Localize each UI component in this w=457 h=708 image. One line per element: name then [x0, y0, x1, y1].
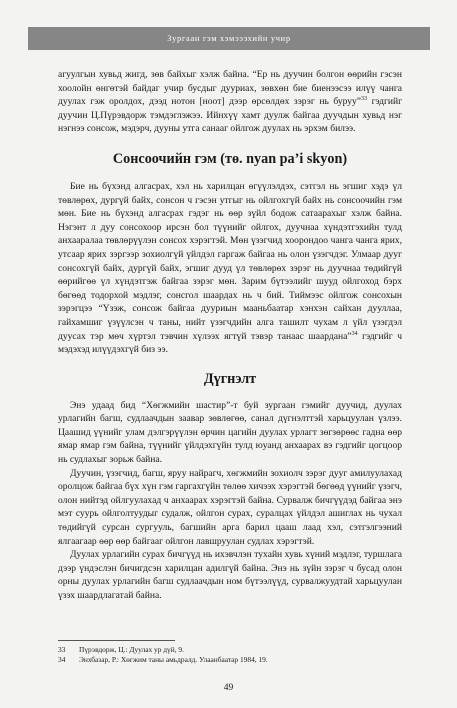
footnote-item: [58, 655, 402, 665]
footnote-divider: [58, 640, 175, 641]
footnote-ref[interactable]: 34: [351, 330, 358, 337]
running-header-title: Зургаан гэм хэмэээхийн учир: [167, 34, 291, 43]
footnote-number: 34: [58, 655, 66, 665]
body-paragraph: [58, 68, 402, 136]
footnote-item: [58, 645, 402, 655]
section-heading-conclusion: Дүгнэлт: [203, 370, 257, 387]
running-header: [28, 27, 430, 50]
paragraph-text: Бие нь бүхэнд алгасрах, хэл нь харилцан өгүүлэлдэх, сэтгэл нь эгшиг хэдэ үл төвлөрөх, дургүй байх, сонсон ч гэсэн утгыг нь ойлгохгүй байх нь сонсоочийн гэм мөн. Бие нь бүхэнд алгасрах гэдэг нь өөр зүйл бодож сатаарахыг хэлж байна. Нэгэнт л дуу сонсохоор ирсэн бол түүнийг ойлгох, дуучнаа хүндэтгэхийн тулд анхааралаа төвлөрүүлэн сонсох хэрэгтэй. Мөн үзэгчид хоорондоо чанга чанга ярих, утсаар ярих зэргээр зохиолгүй үйлдэл гаргаж байгаа нь олон үзэгчдэг. Улмаар дууг сонсохгүй байх, дургүй байх, эгшиг дууд үл төвлөрөх зэрэг нь дуучнаа төдийгүй өөрийгөө үл хүндэтгэж байгаа зэрэг мөн. Зарим бүтээлийг шууд ойлгоход бэрх бөгөөд тодорхой мэдлэг, сонсгол шаардах нь ч бий. Тиймээс ойлгож сонсохын зэрэгцээ “Үзэж, сонсож байгаа дууриын мааньбаатар хэнхэн сайхан дууллаа, гайхамшиг үзүүлсэн ч таны, нийт үзэгчдийн алга ташилт чухам л үйл үзэгдэл дуусах тэр мөч хүртэл тэвчин хүлээх ягтүй тэвэр танаас шаардана”: [58, 180, 402, 342]
footnote-text: Пүрэвдорж, Ц.: Дуулах ур дүй, 9.: [79, 645, 184, 654]
footnote-number: 33: [58, 645, 66, 654]
paragraph-text: гэдгийг ч мэдэхэд илүүдэхгүй биз ээ.: [58, 330, 402, 356]
paragraph-text: агуулгын хувьд жигд, зөв байхыг хэлж байна. “Ер нь дуучин болгон өөрийн гэсэн хоолойн өнгөтэй байдаг учир бусдыг дууриах, зөвхөн бие биенээсээ илүү чанга дуулах гэж оролдох, дээд нотон [ноот] дээр өрсөлдөх зэрэг нь буруу”: [58, 69, 402, 108]
body-paragraph: Дуулах урлагийн сурах бичгүүд нь ихэвчлэн тухайн хувь хүний мэдлэг, туршлага дээр үндэслэн бичигдсэн харилцан адилгүй байна. Энэ нь зүйн зэрэг ч бусад олон орны дуулах урлагийн багш судлаачдын ном бүтээлүүд, сурвалжуудтай харьцуулан үзэх шаардлагатай байна.: [58, 549, 402, 601]
paragraph-text: гэдгийг дуучин Ц.Пүрэвдорж тэмдэглэжээ. Ийнхүү хамт дуулж байгаа дуучдын хувьд нэг нэгнээ сонсож, мэдэрч, дууны утга санааг ойлгож дуулах нь эрхэм билээ.: [58, 96, 402, 135]
footnote-text: Энхбазар, Р.: Хөгжим таны амьдралд. Улаанбаатар 1984, 19.: [79, 655, 268, 665]
body-paragraph: Энэ удаад бид “Хөгжмийн шастир”-т буй зургаан гэмийг дуучид, дуулах урлагийн багш, судлаачдын заавар зөвлөгөө, санал дүгнэлттэй харьцуулан үзлээ. Цаашид үүнийг улам дэлгэрүүлэн өрчин цагийн дуулах урлагт зөгзөрөөс гадна өөр ямар ямар гэм байна, түүнийг үйлдэхгүйн тулд юуанд анхаарах вэ гэдгийг цогцоор нь судлахыг зорьж байна.: [58, 399, 402, 466]
page-number: 49: [223, 683, 234, 693]
page-body: [58, 68, 402, 603]
body-paragraph: Дуучин, үзэгчид, багш, яруу найрагч, хөгжмийн зохиолч зэрэг дууг амилуулахад оролцож байгаа бүх хүн гэм гаргахгүйн төлөө хичээх хэрэгтэй бөгөөд үүнийг үзэгч, олон нийтэд ойлгуулахад ч анхаарах хэрэгтэй байна. Сурвалж бичгүүдэд байгаа энэ мэт суурь ойлголтуудыг судалж, ойлгон сурах, суралцах үйлдэл ашиглах нь чухал төдийгүй сурсан сургууль, багшийн арга барил цааш лаад хэл, сэтгэлгээний ялгаагаар өөр өөр байгааг ойлгон лавшруулан судлах хэрэгтэй.: [58, 467, 402, 547]
footnotes: [58, 645, 402, 666]
section-heading-listener-fault: Сонсоочийн гэм (тө. nyan pa’i skyon): [112, 150, 348, 167]
footnote-ref[interactable]: 33: [361, 96, 368, 103]
body-paragraph: [58, 180, 402, 357]
